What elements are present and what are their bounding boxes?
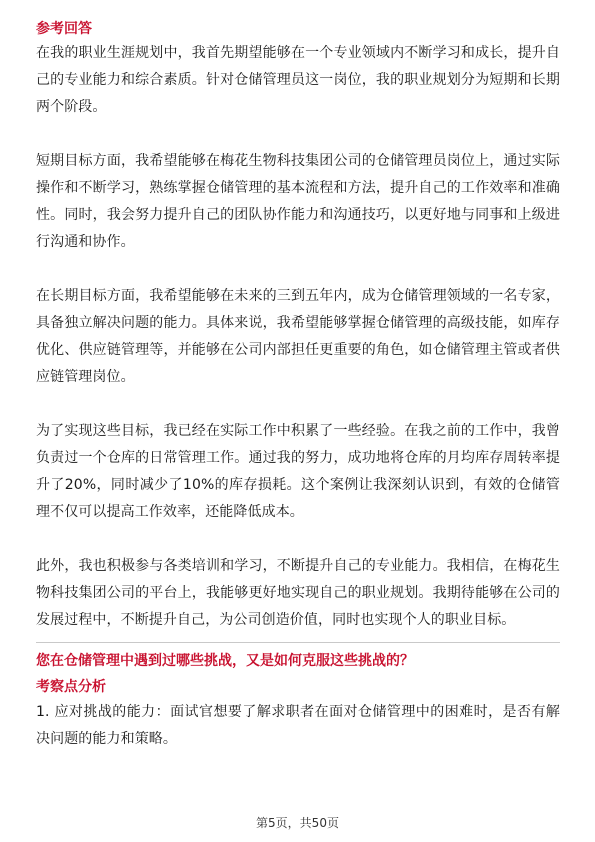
page-number-footer: 第5页，共50页 bbox=[256, 816, 339, 830]
paragraph-gap bbox=[36, 526, 560, 553]
paragraph-4: 为了实现这些目标，我已经在实际工作中积累了一些经验。在我之前的工作中，我曾负责过一个仓库的日常管理工作。通过我的努力，成功地将仓库的月均库存周转率提升了20%，同时减少了10%的库存损耗。这个案例让我深刻认识到，有效的仓储管理不仅可以提高工作效率，还能降低成本。 bbox=[36, 423, 560, 520]
question-heading: 您在仓储管理中遇到过哪些挑战，又是如何克服这些挑战的？ bbox=[36, 653, 414, 669]
page-content bbox=[36, 18, 560, 753]
paragraph-3: 在长期目标方面，我希望能够在未来的三到五年内，成为仓储管理领域的一名专家，具备独立解决问题的能力。具体来说，我希望能够掌握仓储管理的高级技能，如库存优化、供应链管理等，并能够在公司内部担任更重要的角色，如仓储管理主管或者供应链管理岗位。 bbox=[36, 288, 560, 385]
paragraph-gap bbox=[36, 391, 560, 418]
paragraph-gap bbox=[36, 256, 560, 283]
paragraph-2: 短期目标方面，我希望能够在梅花生物科技集团公司的仓储管理员岗位上，通过实际操作和不断学习，熟练掌握仓储管理的基本流程和方法，提升自己的工作效率和准确性。同时，我会努力提升自己的团队协作能力和沟通技巧，以更好地与同事和上级进行沟通和协作。 bbox=[36, 153, 560, 250]
paragraph-5: 此外，我也积极参与各类培训和学习，不断提升自己的专业能力。我相信，在梅花生物科技集团公司的平台上，我能够更好地实现自己的职业规划。我期待能够在公司的发展过程中，不断提升自己，为公司创造价值，同时也实现个人的职业目标。 bbox=[36, 558, 560, 628]
analysis-heading: 考察点分析 bbox=[36, 679, 106, 695]
paragraph-1: 在我的职业生涯规划中，我首先期望能够在一个专业领域内不断学习和成长，提升自己的专业能力和综合素质。针对仓储管理员这一岗位，我的职业规划分为短期和长期两个阶段。 bbox=[36, 45, 560, 115]
paragraph-gap bbox=[36, 121, 560, 148]
answer-heading: 参考回答 bbox=[36, 21, 92, 37]
analysis-item-1: 1. 应对挑战的能力：面试官想要了解求职者在面对仓储管理中的困难时，是否有解决问题的能力和策略。 bbox=[36, 704, 560, 747]
section-divider bbox=[36, 642, 560, 643]
